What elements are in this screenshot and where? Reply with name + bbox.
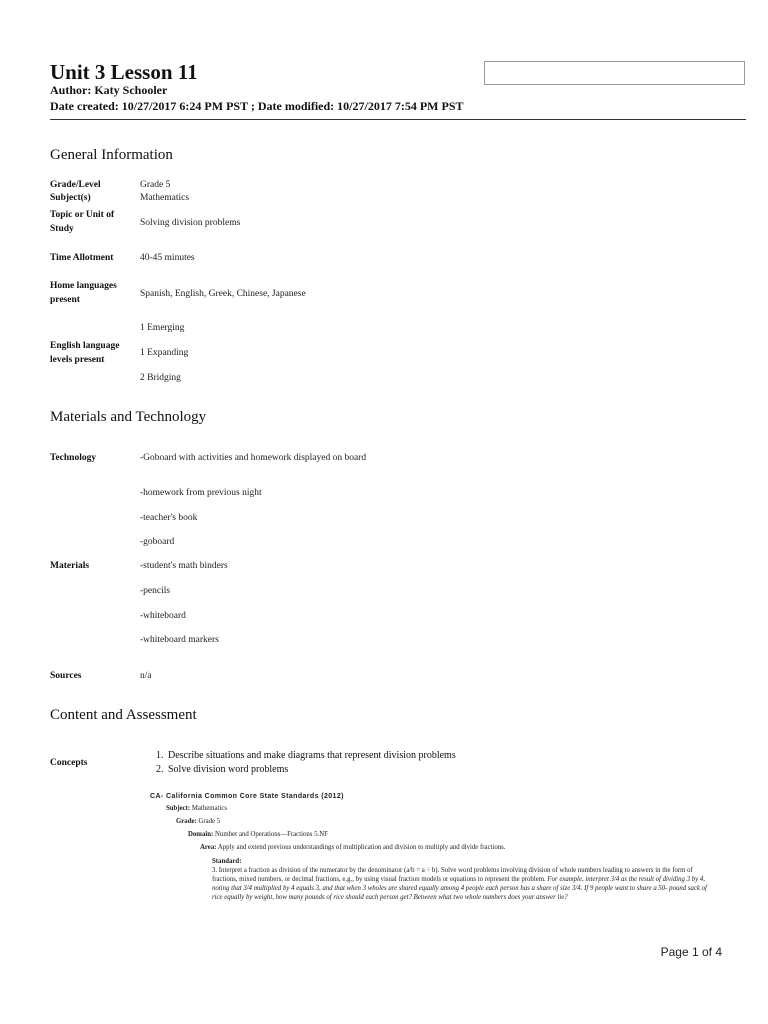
technology-label: Technology xyxy=(50,453,97,463)
time-label: Time Allotment xyxy=(50,253,114,263)
home-languages-value: Spanish, English, Greek, Chinese, Japanese xyxy=(140,289,306,299)
material-item: -whiteboard xyxy=(140,611,186,621)
header-box xyxy=(484,61,745,85)
grade-label: Grade/Level xyxy=(50,180,101,190)
material-item: -student's math binders xyxy=(140,561,228,571)
subject-label: Subject(s) xyxy=(50,193,91,203)
topic-label: Topic or Unit of Study xyxy=(50,210,115,234)
material-item: -teacher's book xyxy=(140,513,198,523)
standards-grade xyxy=(176,817,220,826)
grade-value: Grade 5 xyxy=(140,180,171,190)
page-title: Unit 3 Lesson 11 xyxy=(50,60,198,84)
material-item: -whiteboard markers xyxy=(140,635,219,645)
section-content-heading: Content and Assessment xyxy=(50,707,197,723)
time-value: 40-45 minutes xyxy=(140,253,195,263)
header-divider xyxy=(50,119,746,120)
material-item: -pencils xyxy=(140,586,171,596)
sources-value: n/a xyxy=(140,671,152,681)
author-line: Author: Katy Schooler xyxy=(50,83,168,97)
standards-subject-value: Mathematics xyxy=(191,805,227,812)
standards-grade-value: Grade 5 xyxy=(198,818,221,825)
standards-heading: CA- California Common Core State Standards (2012) xyxy=(150,793,344,800)
page-number: Page 1 of 4 xyxy=(660,945,722,959)
material-item: -goboard xyxy=(140,537,175,547)
material-item: -homework from previous night xyxy=(140,488,262,498)
standards-area-label: Area: xyxy=(200,844,217,851)
standards-domain-value: Number and Operations—Fractions 5.NF xyxy=(215,831,328,838)
topic-value: Solving division problems xyxy=(140,218,241,228)
standards-domain xyxy=(188,830,328,839)
section-general-heading: General Information xyxy=(50,147,173,163)
section-materials-heading: Materials and Technology xyxy=(50,409,207,425)
standards-area xyxy=(200,843,506,852)
concepts-label: Concepts xyxy=(50,758,88,768)
home-languages-label: Home languages present xyxy=(50,281,117,305)
english-level-item: 1 Expanding xyxy=(140,348,189,358)
technology-value: -Goboard with activities and homework displayed on board xyxy=(140,453,367,463)
materials-label: Materials xyxy=(50,561,90,571)
concept-item: 2. Solve division word problems xyxy=(166,763,456,777)
english-level-item: 1 Emerging xyxy=(140,323,185,333)
standards-grade-label: Grade: xyxy=(176,818,197,825)
concept-item: 1. Describe situations and make diagrams that represent division problems xyxy=(166,749,456,763)
dates-line: Date created: 10/27/2017 6:24 PM PST ; Date modified: 10/27/2017 7:54 PM PST xyxy=(50,99,464,113)
standard-example: For example, interpret 3/4 as the result of dividing 3 by 4, noting that 3/4 multiplied by 4 equals 3, and that when 3 wholes are shared equally among 4 people each person has a share of size 3/4. If 9 people want to share a 50- pound sack of rice equally by weight, how many pounds of rice should each person get? Between what two whole numbers does your answer lie? xyxy=(212,876,707,901)
concepts-list xyxy=(152,749,456,777)
sources-label: Sources xyxy=(50,671,82,681)
english-levels-label: English language levels present xyxy=(50,341,120,365)
standard-block xyxy=(212,857,718,902)
standards-domain-label: Domain: xyxy=(188,831,214,838)
standard-label: Standard: xyxy=(212,858,242,865)
standard-text: 3. Interpret a fraction as division of the numerator by the denominator (a/b = a ÷ b). Solve word problems involving division of whole numbers leading to answers in the form of fractions, mixed numbers, or decimal fractions, e.g., by using visual fraction models or equations to represent the problem. xyxy=(212,867,693,883)
standards-subject-label: Subject: xyxy=(166,805,191,812)
standards-area-value: Apply and extend previous understandings of multiplication and division to multiply and divide fractions. xyxy=(217,844,506,851)
english-level-item: 2 Bridging xyxy=(140,373,181,383)
standards-subject xyxy=(166,804,227,813)
subject-value: Mathematics xyxy=(140,193,190,203)
